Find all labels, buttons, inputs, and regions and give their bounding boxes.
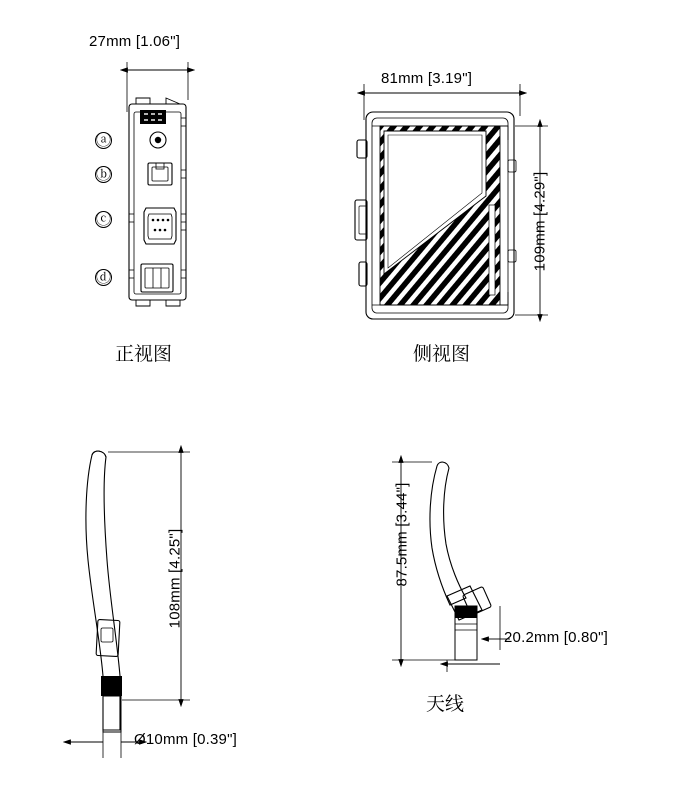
dim-side-height: 109mm [4.29"] <box>531 171 549 272</box>
dim-antenna-bent-base: 20.2mm [0.80"] <box>504 629 609 646</box>
dim-antenna-bent-height: 87.5mm [3.44"] <box>393 482 411 587</box>
dim-antenna-length: 108mm [4.25"] <box>166 528 184 629</box>
caption-side-view: 侧视图 <box>413 343 471 365</box>
callout-a: ⓐ <box>96 131 112 149</box>
caption-front-view: 正视图 <box>115 343 173 365</box>
caption-antenna-view: 天线 <box>426 693 465 715</box>
dim-front-width: 27mm [1.06"] <box>89 33 181 50</box>
front-view-drawing <box>127 62 188 306</box>
callout-c: ⓒ <box>96 210 112 228</box>
dim-side-width: 81mm [3.19"] <box>381 70 473 87</box>
callout-b: ⓑ <box>96 165 112 183</box>
callout-d: ⓓ <box>96 268 112 286</box>
side-view-drawing <box>355 84 548 319</box>
dim-antenna-diameter: Ø10mm [0.39"] <box>134 731 237 748</box>
